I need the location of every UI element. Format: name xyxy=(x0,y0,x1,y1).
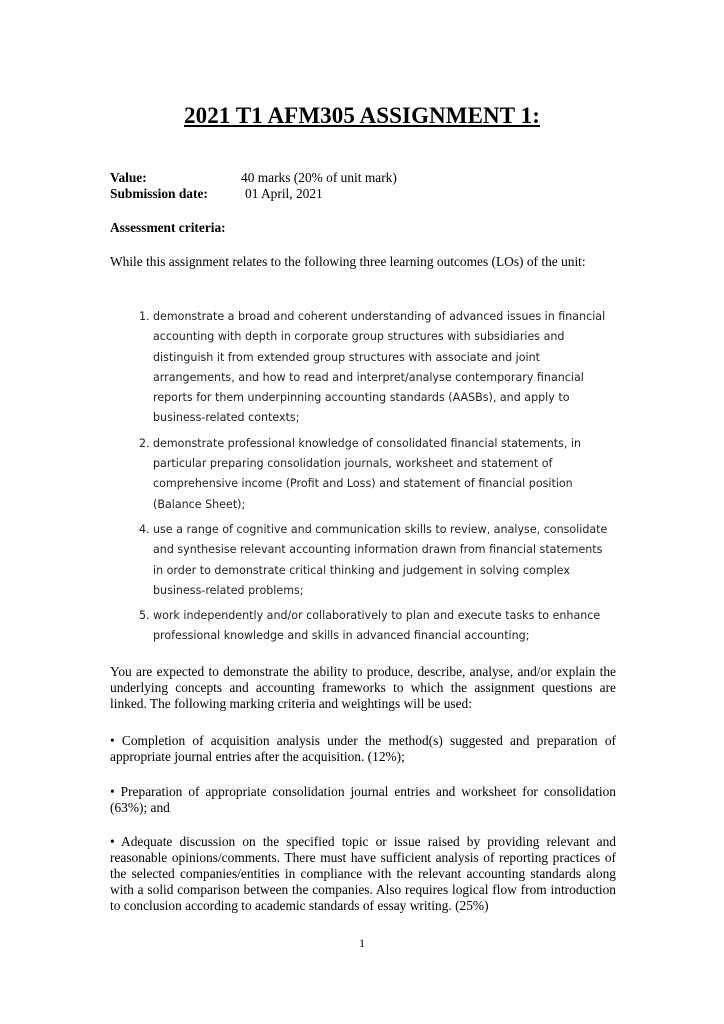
value-label: Value: xyxy=(110,170,147,185)
submission-text: 01 April, 2021 xyxy=(245,186,323,201)
expectation-paragraph: You are expected to demonstrate the ability to produce, describe, analyse, and/or explain the underlying concepts and accounting frameworks to which the assignment questions are linked. The following marking criteria and weightings will be used: xyxy=(110,664,616,711)
list-item xyxy=(125,434,615,515)
criterion-acquisition: • Completion of acquisition analysis under the method(s) suggested and preparation of appropriate journal entries after the acquisition. (12%); xyxy=(110,733,616,764)
list-item-text: work independently and/or collaboratively to plan and execute tasks to enhance professional knowledge and skills in advanced financial accounting; xyxy=(153,609,601,643)
submission-label: Submission date: xyxy=(110,186,208,201)
list-item-text: demonstrate a broad and coherent understanding of advanced issues in financial accounting with depth in corporate group structures with subsidiaries and distinguish it from extended group structures with associate and joint arrangements, and how to read and interpret/analyse contemporary financial reports for them underpinning accounting standards (AASBs), and apply to business-related contexts; xyxy=(153,310,606,425)
list-item xyxy=(125,307,615,429)
value-row xyxy=(110,170,397,186)
list-item-text: demonstrate professional knowledge of consolidated financial statements, in particular preparing consolidation journals, worksheet and statement of comprehensive income (Profit and Loss) and statement of financial position (Balance Sheet); xyxy=(153,436,582,511)
list-item xyxy=(125,520,615,601)
list-item-number: 5. xyxy=(139,609,150,623)
list-item-text: use a range of cognitive and communication skills to review, analyse, consolidate and synthesise relevant accounting information drawn from financial statements in order to demonstrate critical thinking and judgement in solving complex business-related problems; xyxy=(153,522,608,597)
criterion-consolidation: • Preparation of appropriate consolidation journal entries and worksheet for consolidation (63%); and xyxy=(110,784,616,815)
list-item-number: 4. xyxy=(139,522,150,536)
intro-paragraph: While this assignment relates to the following three learning outcomes (LOs) of the unit: xyxy=(110,254,586,269)
value-text: 40 marks (20% of unit mark) xyxy=(241,170,397,185)
criteria-heading: Assessment criteria: xyxy=(110,220,226,235)
criterion-discussion: • Adequate discussion on the specified topic or issue raised by providing relevant and reasonable opinions/comments. There must have sufficient analysis of reporting practices of the selected companies/entities in compliance with the relevant accounting standards along with a solid comparison between the companies. Also requires logical flow from introduction to conclusion according to academic standards of essay writing. (25%) xyxy=(110,834,616,913)
submission-row xyxy=(110,186,323,202)
page-title: 2021 T1 AFM305 ASSIGNMENT 1: xyxy=(184,103,540,128)
page-number: 1 xyxy=(359,938,365,950)
list-item-number: 2. xyxy=(139,436,150,450)
list-item-number: 1. xyxy=(139,310,150,323)
list-item xyxy=(125,606,615,647)
learning-outcomes-list xyxy=(125,307,615,652)
